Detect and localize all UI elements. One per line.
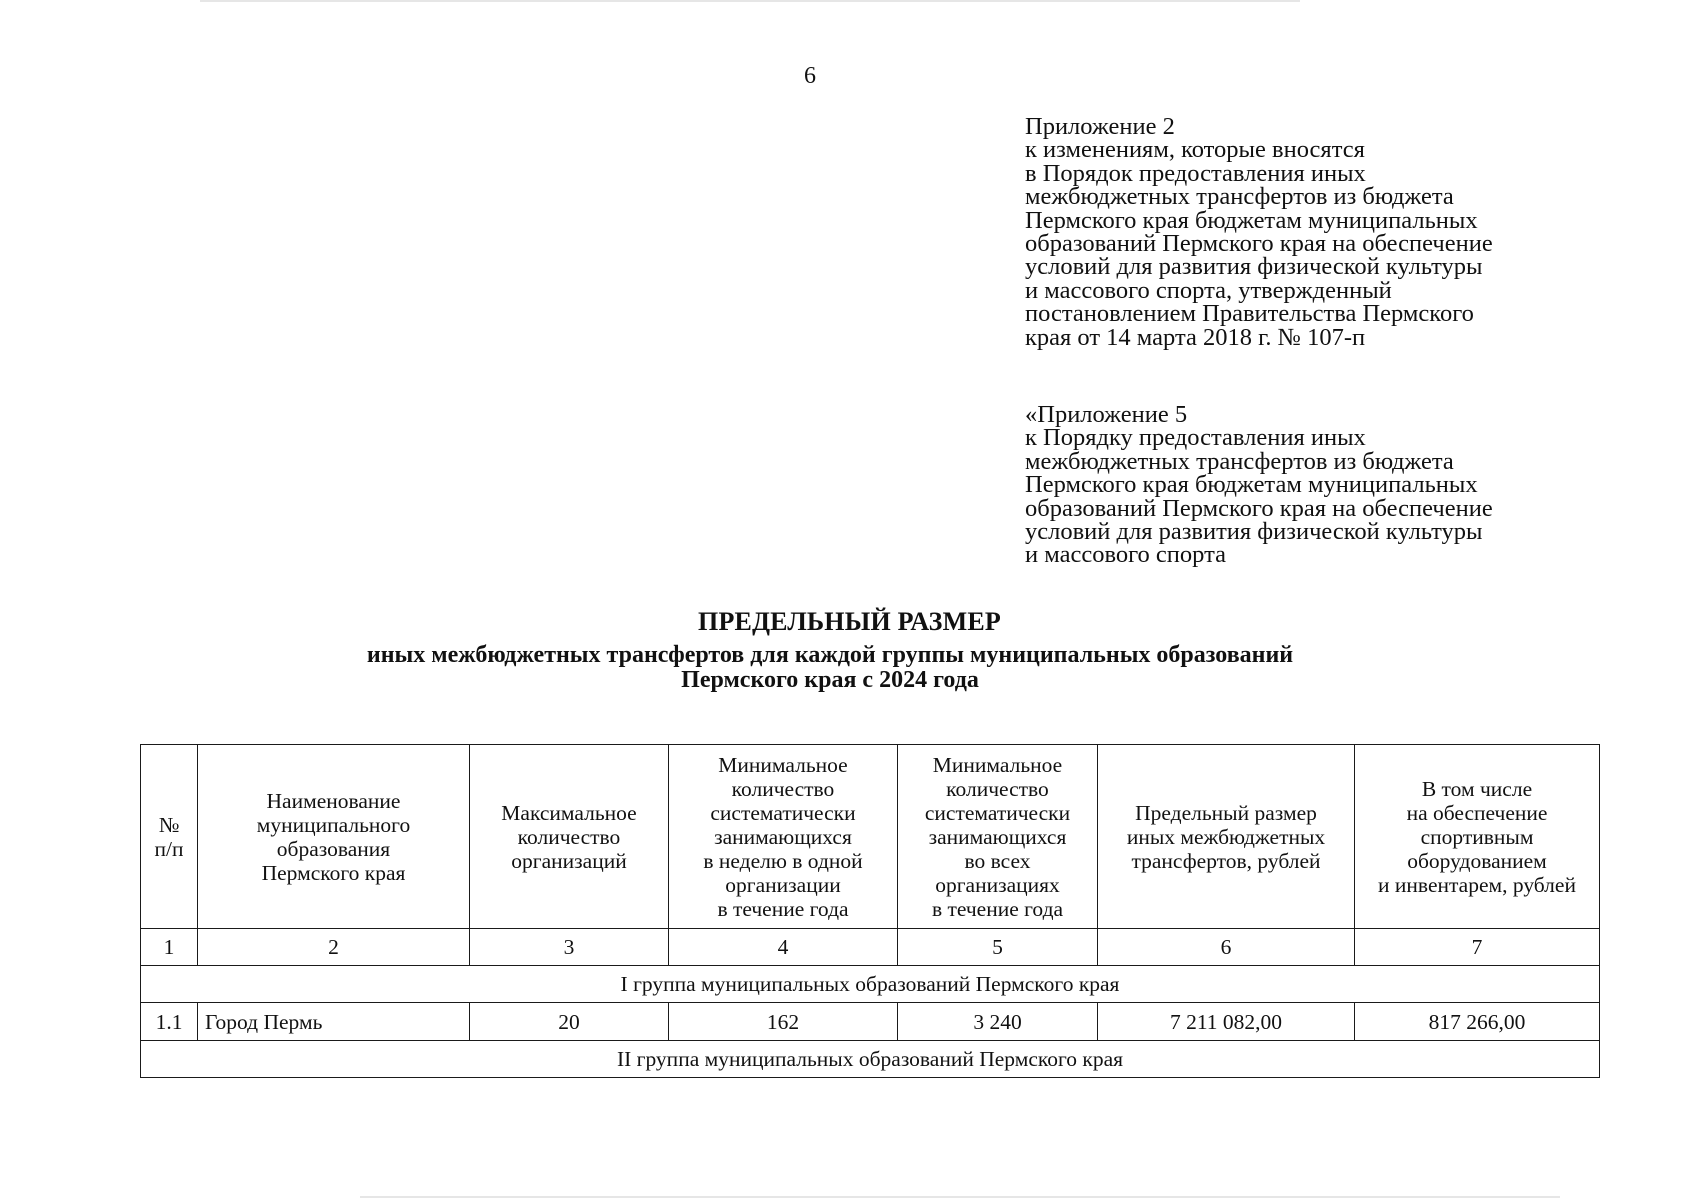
header-equipment-amount [1355,745,1600,929]
column-number: 5 [898,929,1098,966]
header-line: Пермского края [261,860,406,885]
header-line: трансфертов, рублей [1131,848,1321,873]
appendix-2-line: к изменениям, которые вносятся [1025,136,1365,164]
header-line: Минимальное [932,752,1063,777]
header-line: организациях [935,872,1060,897]
transfer-limits-table [140,744,1600,1078]
appendix-2-line: Пермского края бюджетам муниципальных [1025,206,1478,234]
header-line: № [158,812,180,837]
header-line: и инвентарем, рублей [1378,872,1576,897]
group-2-label: II группа муниципальных образований Пермского края [141,1041,1600,1078]
subtitle-line-2: Пермского края с 2024 года [681,667,979,693]
column-number: 2 [198,929,470,966]
group-1-row [141,966,1600,1003]
header-line: организации [725,872,841,897]
column-number: 6 [1098,929,1355,966]
header-line: в течение года [931,896,1064,921]
table-header-row [141,745,1600,929]
header-line: оборудованием [1407,848,1547,873]
max-organizations-value: 20 [470,1003,669,1041]
appendix-5-line: «Приложение 5 [1025,401,1188,428]
document-subtitle [160,643,1500,693]
column-number-row [141,929,1600,966]
appendix-2-line: условий для развития физической культуры [1025,253,1483,281]
header-municipality-name [198,745,470,929]
header-line: количество [731,776,835,801]
group-2-row [141,1041,1600,1078]
header-line: количество [946,776,1049,801]
document-title: ПРЕДЕЛЬНЫЙ РАЗМЕР [698,607,1001,636]
appendix-2-line: Приложение 2 [1025,113,1175,140]
appendix-5-line: образований Пермского края на обеспечение [1025,494,1493,522]
appendix-2-line: образований Пермского края на обеспечение [1025,230,1493,258]
header-line: образования [276,836,391,861]
group-1-label: I группа муниципальных образований Пермского края [141,966,1600,1003]
appendix-5-line: условий для развития физической культуры [1025,518,1483,546]
column-number: 4 [669,929,898,966]
limit-amount-value: 7 211 082,00 [1098,1003,1355,1041]
header-line: организаций [511,848,627,873]
column-number: 7 [1355,929,1600,966]
appendix-2-line: и массового спорта, утвержденный [1025,276,1392,304]
row-number: 1.1 [141,1003,198,1041]
table-row [141,1003,1600,1041]
appendix-2-line: межбюджетных трансфертов из бюджета [1025,183,1454,211]
municipality-name: Город Пермь [198,1003,470,1041]
header-line: муниципального [256,812,411,837]
equipment-amount-value: 817 266,00 [1355,1003,1600,1041]
header-line: В том числе [1421,776,1533,801]
header-line: спортивным [1420,824,1534,849]
scan-edge-bottom [360,1196,1560,1198]
appendix-2-block [1025,115,1625,349]
appendix-5-line: к Порядку предоставления иных [1025,424,1366,452]
header-min-per-organization [669,745,898,929]
header-min-all-organizations [898,745,1098,929]
appendix-5-line: межбюджетных трансфертов из бюджета [1025,447,1454,475]
subtitle-line-1: иных межбюджетных трансфертов для каждой группы муниципальных образований [366,642,1294,668]
page-number: 6 [804,63,816,89]
appendix-2-line: края от 14 марта 2018 г. № 107-п [1025,323,1366,351]
appendix-5-line: и массового спорта [1025,541,1226,569]
column-number: 3 [470,929,669,966]
min-per-organization-value: 162 [669,1003,898,1041]
min-all-organizations-value: 3 240 [898,1003,1098,1041]
header-line: занимающихся [928,824,1067,849]
header-line: Наименование [266,788,401,813]
header-line: иных межбюджетных [1126,824,1326,849]
column-number: 1 [141,929,198,966]
header-limit-amount [1098,745,1355,929]
header-line: Предельный размер [1135,800,1317,825]
header-line: Максимальное [501,800,637,825]
header-line: Минимальное [718,752,848,777]
header-line: систематически [924,800,1071,825]
scan-edge-top [200,0,1300,2]
appendix-2-line: в Порядок предоставления иных [1025,159,1366,187]
appendix-5-block [1025,403,1625,567]
header-max-organizations [470,745,669,929]
header-line: во всех [964,848,1031,873]
header-line: систематически [710,800,856,825]
header-line: в течение года [717,896,849,921]
header-line: в неделю в одной [703,848,863,873]
appendix-5-line: Пермского края бюджетам муниципальных [1025,471,1478,499]
header-number [141,745,198,929]
appendix-2-line: постановлением Правительства Пермского [1025,300,1474,328]
header-line: п/п [154,836,184,861]
header-line: количество [517,824,621,849]
header-line: на обеспечение [1406,800,1548,825]
header-line: занимающихся [714,824,852,849]
